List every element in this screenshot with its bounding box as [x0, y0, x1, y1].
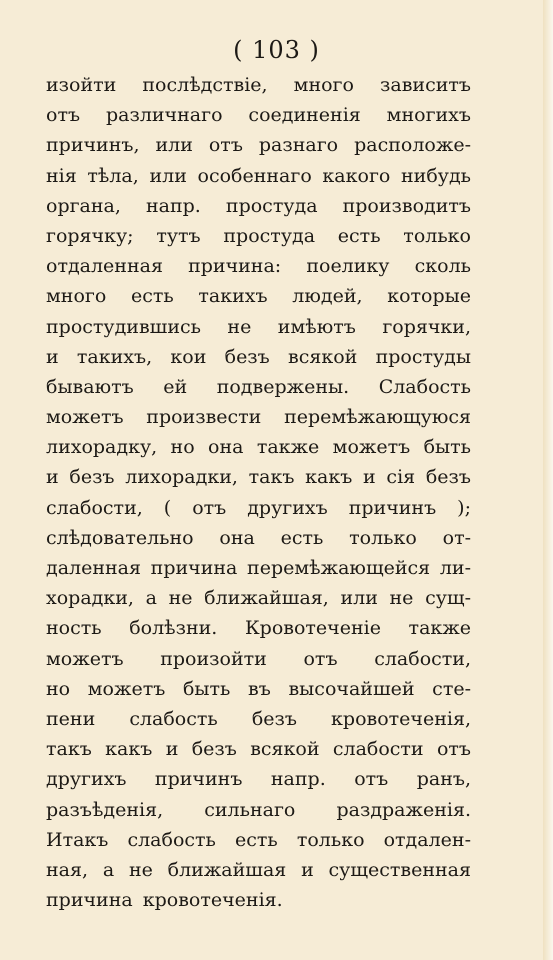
text-line: отъ различнаго соединенія многихъ — [46, 104, 471, 127]
text-line: горячку; тутъ простуда есть только — [46, 224, 471, 247]
text-line: можетъ произвести перемѣжающуюся — [46, 406, 471, 429]
text-line: изойти послѣдствіе, много зависитъ — [46, 74, 471, 96]
text-line: ная, а не ближайшая и существенная — [46, 858, 471, 881]
text-line: отдаленная причина: поелику сколь — [46, 255, 471, 278]
text-line: но можетъ быть въ высочайшей сте- — [46, 677, 471, 700]
text-line: и безъ лихорадки, такъ какъ и сія безъ — [46, 466, 471, 489]
text-line: органа, напр. простуда производитъ — [46, 194, 471, 217]
text-line: Итакъ слабость есть только отдален- — [46, 828, 471, 851]
page-number: ( 103 ) — [233, 36, 320, 64]
text-line: пени слабость безъ кровотеченія, — [46, 707, 471, 730]
text-line: лихорадку, но она также можетъ быть — [46, 436, 471, 459]
text-line: простудившись не имѣютъ горячки, — [46, 315, 471, 338]
text-line: бываютъ ей подвержены. Слабость — [46, 375, 471, 398]
text-line: такъ какъ и безъ всякой слабости отъ — [46, 738, 471, 761]
text-line: слѣдовательно она есть только от- — [46, 526, 471, 549]
text-line: нія тѣла, или особеннаго какого нибудь — [46, 164, 471, 187]
text-line: даленная причина перемѣжающейся ли- — [46, 557, 471, 579]
text-line: хорадки, а не ближайшая, или не сущ- — [46, 587, 471, 610]
text-line: разъѣденія, сильнаго раздраженія. — [46, 798, 471, 821]
page-edge — [543, 0, 553, 960]
text-line: ность болѣзни. Кровотеченіе также — [46, 617, 471, 640]
text-line: и такихъ, кои безъ всякой простуды — [46, 345, 471, 368]
text-line: другихъ причинъ напр. отъ ранъ, — [46, 768, 471, 791]
text-line: слабости, ( отъ другихъ причинъ ); — [46, 496, 471, 519]
body-text — [46, 70, 471, 915]
text-line: причинъ, или отъ разнаго расположе- — [46, 134, 471, 157]
text-line: причина кровотеченія. — [46, 889, 283, 912]
text-line: можетъ произойти отъ слабости, — [46, 647, 471, 670]
text-line: много есть такихъ людей, которые — [46, 285, 471, 308]
